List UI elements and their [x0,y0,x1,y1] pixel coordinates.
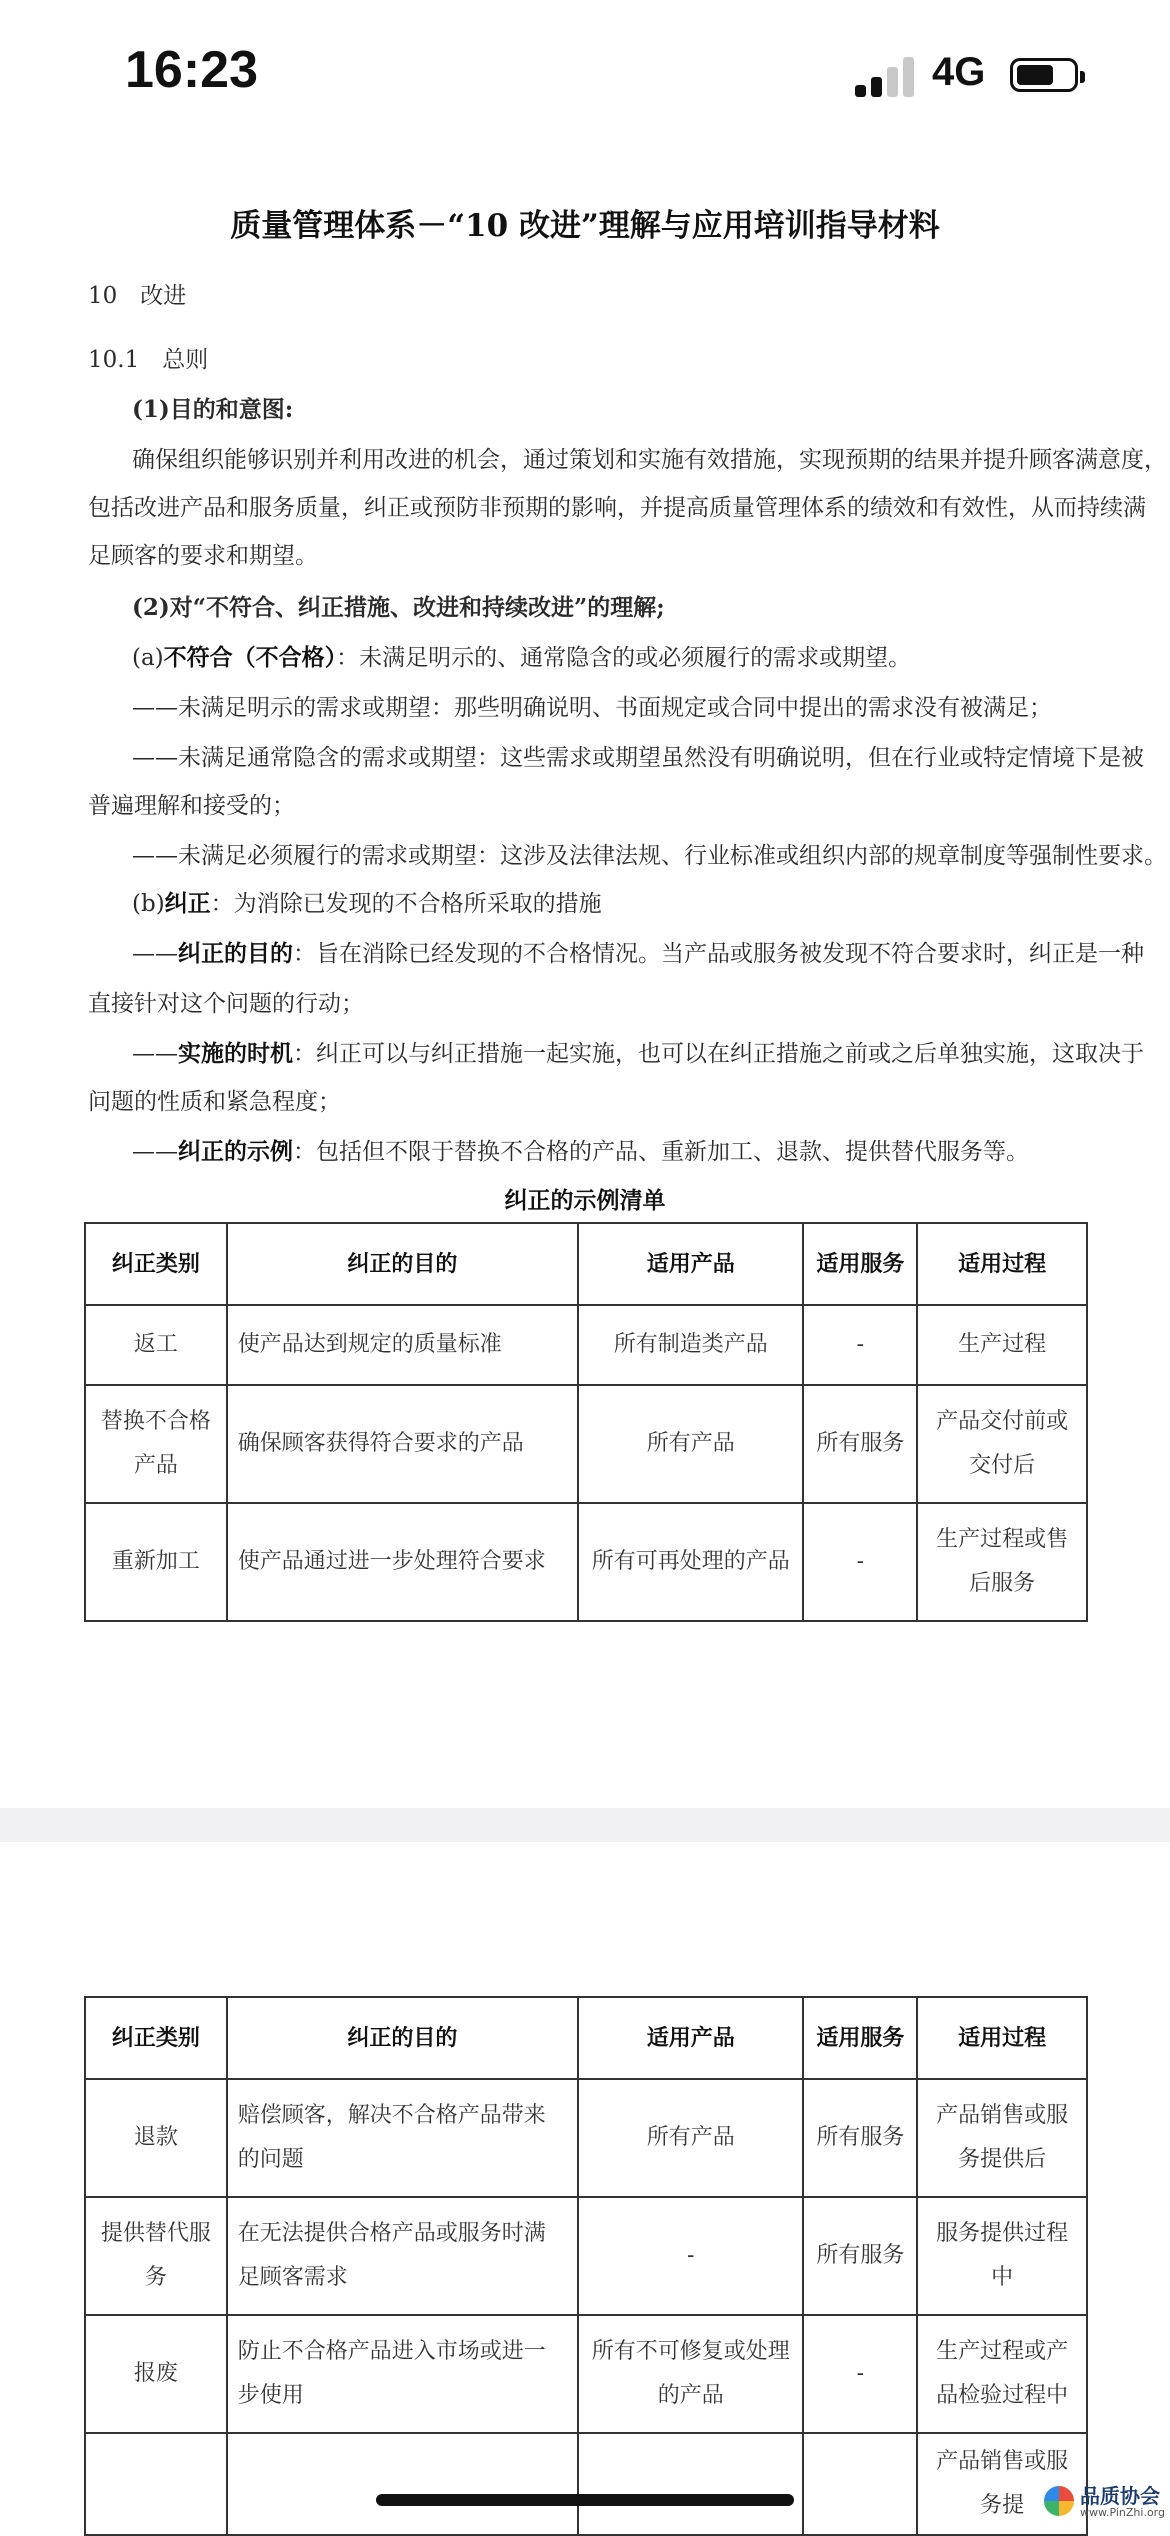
table-header-row [85,1997,1087,2079]
term: 纠正的目的 [178,940,293,967]
status-bar [0,0,1170,150]
table-row [85,2433,1087,2535]
table-cell: 生产过程或产品检验过程中 [917,2315,1087,2433]
header-cell: 适用产品 [578,1997,804,2079]
item-b-line-1 [132,930,1142,978]
table-cell: 确保顾客获得符合要求的产品 [227,1385,578,1503]
page-break [0,1808,1170,1842]
table-cell: 所有服务 [803,2197,917,2315]
document-title: 质量管理体系－“10 改进”理解与应用培训指导材料 [230,208,940,244]
table-cell: 生产过程 [917,1305,1087,1385]
item-a-term: 不符合（不合格） [163,644,337,671]
table-cell: - [578,2197,804,2315]
item-a-line: 普遍理解和接受的； [88,793,295,819]
table-cell: 所有产品 [578,1385,804,1503]
item-b-term: 纠正 [164,890,211,917]
table-cell: 提供替代服务 [85,2197,227,2315]
table-cell: 所有制造类产品 [578,1305,804,1385]
table-cell: - [803,1305,917,1385]
table-cell: 返工 [85,1305,227,1385]
table-cell: 所有服务 [803,1385,917,1503]
paragraph-line: 足顾客的要求和期望。 [88,543,318,569]
table-caption: 纠正的示例清单 [504,1187,666,1214]
table-cell: 使产品通过进一步处理符合要求 [227,1503,578,1621]
table-cell: 所有可再处理的产品 [578,1503,804,1621]
watermark-name: 品质协会 [1080,2484,1160,2508]
table-cell: - [803,1503,917,1621]
header-cell: 纠正的目的 [227,1997,578,2079]
header-cell: 适用服务 [803,1223,917,1305]
item-a-line: ——未满足通常隐含的需求或期望：这些需求或期望虽然没有明确说明，但在行业或特定情境下是被 [132,745,1144,771]
network-type: 4G [932,50,986,94]
paragraph-line: 包括改进产品和服务质量，纠正或预防非预期的影响，并提高质量管理体系的绩效和有效性，从而持续满 [88,495,1146,521]
table-cell: 替换不合格产品 [85,1385,227,1503]
table-cell [85,2433,227,2535]
item-a-line: ——未满足必须履行的需求或期望：这涉及法律法规、行业标准或组织内部的规章制度等强制性要求。 [132,843,1167,869]
header-cell: 适用过程 [917,1997,1087,2079]
table-cell [227,2433,578,2535]
heading-10-1: 10.1 总则 [88,347,209,373]
table-row [85,2079,1087,2197]
dash: —— [132,1139,178,1165]
header-cell: 适用过程 [917,1223,1087,1305]
table-cell: 重新加工 [85,1503,227,1621]
home-indicator[interactable] [376,2494,794,2506]
item-b-line-1-cont: 直接针对这个问题的行动； [88,991,364,1017]
heading-10: 10 改进 [88,283,187,309]
table-cell: 使产品达到规定的质量标准 [227,1305,578,1385]
header-cell: 纠正的目的 [227,1223,578,1305]
logo-icon [1044,2486,1074,2516]
table-cell: 生产过程或售后服务 [917,1503,1087,1621]
text: ：纠正可以与纠正措施一起实施，也可以在纠正措施之前或之后单独实施，这取决于 [293,1041,1144,1067]
term: 纠正的示例 [178,1138,293,1165]
table-row [85,1503,1087,1621]
term: 实施的时机 [178,1040,293,1067]
item-b-line-3 [132,1128,1142,1176]
header-cell: 适用产品 [578,1223,804,1305]
table-row [85,2197,1087,2315]
table-cell: 服务提供过程中 [917,2197,1087,2315]
table-row [85,2315,1087,2433]
table-cell: 所有服务 [803,2079,917,2197]
correction-table-page-1 [84,1222,1088,1622]
item-b-line-2-cont: 问题的性质和紧急程度； [88,1089,341,1115]
table-row [85,1385,1087,1503]
battery-icon [1010,58,1078,92]
text: ：包括但不限于替换不合格的产品、重新加工、退款、提供替代服务等。 [293,1139,1029,1165]
header-cell: 适用服务 [803,1997,917,2079]
item-a-prefix: (a) [132,645,164,671]
table-cell: 所有不可修复或处理的产品 [578,2315,804,2433]
table-cell: - [803,2315,917,2433]
table-header-row [85,1223,1087,1305]
item-a-definition: ：未满足明示的、通常隐含的或必须履行的需求或期望。 [336,645,912,671]
dash: —— [132,941,178,967]
table-cell: 产品交付前或交付后 [917,1385,1087,1503]
table-row [85,1305,1087,1385]
table-cell [578,2433,804,2535]
item-a [132,634,1142,682]
item-b-prefix: (b) [132,891,165,917]
section-2-title: (2)对“不符合、纠正措施、改进和持续改进”的理解; [132,594,665,621]
text: ：旨在消除已经发现的不合格情况。当产品或服务被发现不符合要求时，纠正是一种 [293,941,1144,967]
item-a-line: ——未满足明示的需求或期望：那些明确说明、书面规定或合同中提出的需求没有被满足； [132,695,1052,721]
table-cell: 赔偿顾客，解决不合格产品带来的问题 [227,2079,578,2197]
table-cell: 报废 [85,2315,227,2433]
table-cell: 退款 [85,2079,227,2197]
table-cell: 防止不合格产品进入市场或进一步使用 [227,2315,578,2433]
header-cell: 纠正类别 [85,1997,227,2079]
table-cell: 在无法提供合格产品或服务时满足顾客需求 [227,2197,578,2315]
header-cell: 纠正类别 [85,1223,227,1305]
item-b-line-2 [132,1030,1142,1078]
watermark-url: www.PinZhi.org [1080,2506,1165,2519]
table-cell [803,2433,917,2535]
table-cell: 产品销售或服务提供后 [917,2079,1087,2197]
watermark-logo [1044,2480,1168,2526]
cellular-signal-icon [855,55,915,97]
table-cell: 所有产品 [578,2079,804,2197]
correction-table-page-2 [84,1996,1088,2536]
dash: —— [132,1041,178,1067]
paragraph-line: 确保组织能够识别并利用改进的机会，通过策划和实施有效措施，实现预期的结果并提升顾客满意度， [132,447,1167,473]
section-1-title: (1)目的和意图: [132,396,294,423]
status-time: 16:23 [125,41,258,99]
item-b-definition: ：为消除已发现的不合格所采取的措施 [210,891,602,917]
item-b [132,880,1142,928]
table-cell: 产品销售或服务提 [917,2433,1087,2535]
